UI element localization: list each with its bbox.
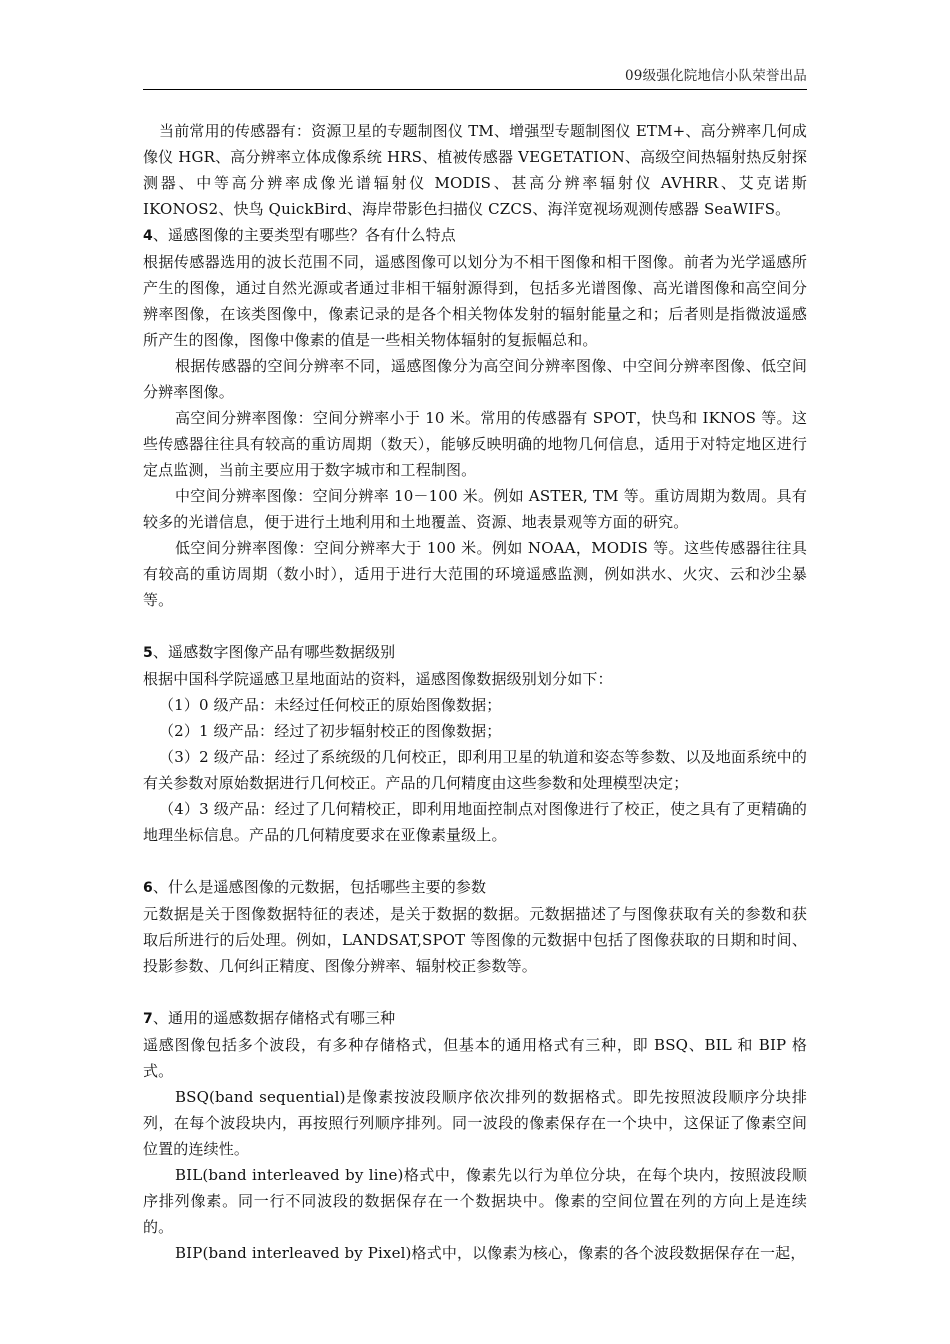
paragraph: 元数据是关于图像数据特征的表述，是关于数据的数据。元数据描述了与图像获取有关的参数和获取后所进行的后处理。例如，LANDSAT,SPOT 等图像的元数据中包括了图像获取的日期和时间、投影参数、几何纠正精度、图像分辨率、辐射校正参数等。	[143, 905, 807, 975]
paragraph: BSQ(band sequential)是像素按波段顺序依次排列的数据格式。即先按照波段顺序分块排列，在每个波段块内，再按照行列顺序排列。同一波段的像素保存在一个块中，这保证了像素空间位置的连续性。	[143, 1088, 807, 1158]
section-number: 6	[143, 880, 153, 896]
document-body	[143, 118, 807, 1266]
section-title: 、遥感图像的主要类型有哪些？各有什么特点	[152, 226, 456, 244]
section-title: 、什么是遥感图像的元数据，包括哪些主要的参数	[152, 878, 487, 896]
paragraph: BIL(band interleaved by line)格式中，像素先以行为单位分块，在每个块内，按照波段顺序排列像素。同一行不同波段的数据保存在一个数据块中。像素的空间位置在列的方向上是连续的。	[143, 1166, 807, 1236]
section-heading	[143, 639, 807, 666]
section-title: 、通用的遥感数据存储格式有哪三种	[152, 1009, 396, 1027]
paragraph: 高空间分辨率图像：空间分辨率小于 10 米。常用的传感器有 SPOT，快鸟和 IKNOS 等。这些传感器往往具有较高的重访周期（数天），能够反映明确的地物几何信息，适用于对特定地区进行定点监测，当前主要应用于数字城市和工程制图。	[143, 409, 807, 479]
section-number: 7	[143, 1011, 153, 1027]
list-item: （1）0 级产品：未经过任何校正的原始图像数据；	[159, 696, 502, 714]
paragraph: 根据传感器的空间分辨率不同，遥感图像分为高空间分辨率图像、中空间分辨率图像、低空间分辨率图像。	[143, 357, 807, 401]
section-heading	[143, 222, 807, 249]
list-item: （2）1 级产品：经过了初步辐射校正的图像数据；	[159, 722, 502, 740]
paragraph: BIP(band interleaved by Pixel)格式中，以像素为核心，像素的各个波段数据保存在一起，	[175, 1244, 806, 1262]
list-item: （4）3 级产品：经过了几何精校正，即利用地面控制点对图像进行了校正，使之具有了更精确的地理坐标信息。产品的几何精度要求在亚像素量级上。	[143, 800, 807, 844]
paragraph-gap	[143, 979, 807, 1005]
paragraph: 中空间分辨率图像：空间分辨率 10－100 米。例如 ASTER, TM 等。重访周期为数周。具有较多的光谱信息，便于进行土地利用和土地覆盖、资源、地表景观等方面的研究。	[143, 487, 807, 531]
paragraph: 根据传感器选用的波长范围不同，遥感图像可以划分为不相干图像和相干图像。前者为光学遥感所产生的图像，通过自然光源或者通过非相干辐射源得到，包括多光谱图像、高光谱图像和高空间分辨率图像，在该类图像中，像素记录的是各个相关物体发射的辐射能量之和；后者则是指微波遥感所产生的图像，图像中像素的值是一些相关物体辐射的复振幅总和。	[143, 253, 807, 349]
paragraph-gap	[143, 848, 807, 874]
section-number: 4	[143, 228, 153, 244]
header-text: 09级强化院地信小队荣誉出品	[625, 68, 807, 84]
paragraph: 当前常用的传感器有：资源卫星的专题制图仪 TM、增强型专题制图仪 ETM+、高分辨率几何成像仪 HGR、高分辨率立体成像系统 HRS、植被传感器 VEGETATION、高级空间热辐射热反射探测器、中等高分辨率成像光谱辐射仪 MODIS、甚高分辨率辐射仪 AVHRR、艾克诺斯 IKONOS2、快鸟 QuickBird、海岸带影色扫描仪 CZCS、海洋宽视场观测传感器 SeaWIFS。	[143, 122, 807, 218]
section-heading	[143, 1005, 807, 1032]
section-title: 、遥感数字图像产品有哪些数据级别	[152, 643, 396, 661]
paragraph: 根据中国科学院遥感卫星地面站的资料，遥感图像数据级别划分如下：	[143, 670, 613, 688]
list-item: （3）2 级产品：经过了系统级的几何校正，即利用卫星的轨道和姿态等参数、以及地面系统中的有关参数对原始数据进行几何校正。产品的几何精度由这些参数和处理模型决定；	[143, 748, 807, 792]
paragraph-gap	[143, 613, 807, 639]
paragraph: 遥感图像包括多个波段，有多种存储格式，但基本的通用格式有三种，即 BSQ、BIL 和 BIP 格式。	[143, 1036, 807, 1080]
page-header	[143, 64, 807, 90]
section-heading	[143, 874, 807, 901]
section-number: 5	[143, 645, 153, 661]
paragraph: 低空间分辨率图像：空间分辨率大于 100 米。例如 NOAA，MODIS 等。这些传感器往往具有较高的重访周期（数小时），适用于进行大范围的环境遥感监测，例如洪水、火灾、云和沙尘暴等。	[143, 539, 807, 609]
